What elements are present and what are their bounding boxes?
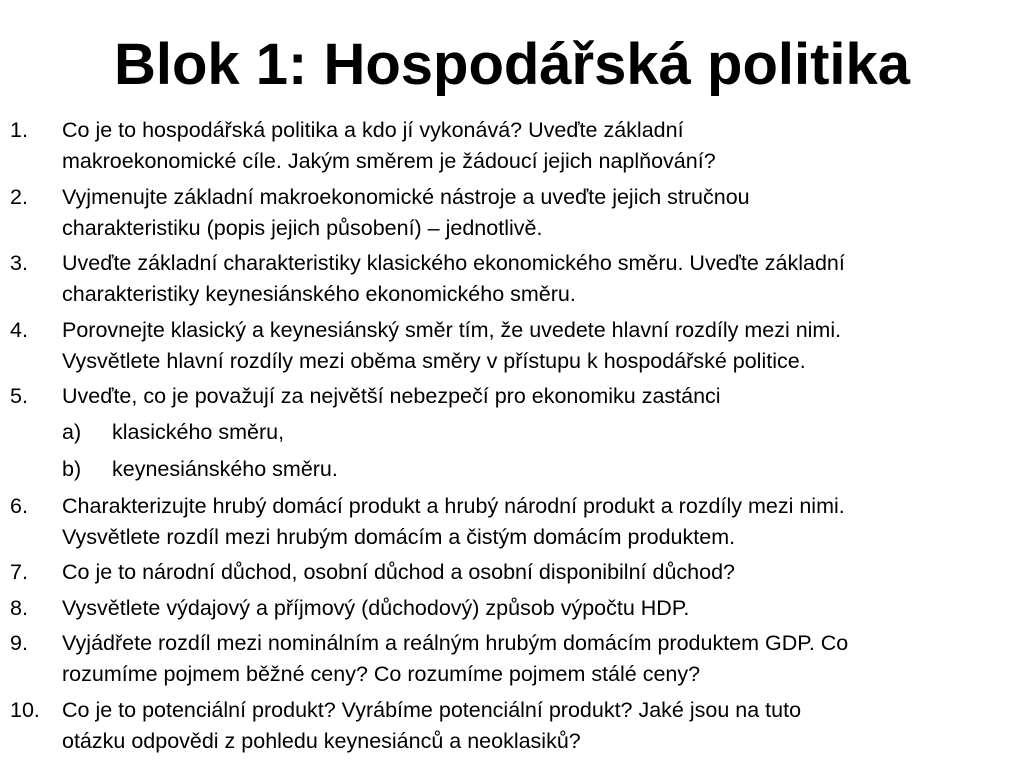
list-item-7 <box>0 557 1024 588</box>
list-item-6 <box>0 491 1024 553</box>
sub-item-letter: b) <box>62 456 82 481</box>
item-text-line: Vyjádřete rozdíl mezi nominálním a reálným hrubým domácím produktem GDP. Co <box>62 631 849 655</box>
item-text-line: rozumíme pojmem běžné ceny? Co rozumíme pojmem stálé ceny? <box>62 662 701 686</box>
item-text-line: Co je to hospodářská politika a kdo jí vykonává? Uveďte základní <box>62 118 684 142</box>
item-text-line: charakteristiku (popis jejich působení) – jednotlivě. <box>62 215 543 240</box>
item-text-line: Vysvětlete výdajový a příjmový (důchodový) způsob výpočtu HDP. <box>62 595 690 620</box>
item-number: 6. <box>10 493 28 518</box>
sub-item-text: klasického směru, <box>112 419 285 444</box>
item-text-line: Vysvětlete hlavní rozdíly mezi oběma směry v přístupu k hospodářské politice. <box>62 348 806 373</box>
item-number: 7. <box>10 560 28 584</box>
list-item-1 <box>0 115 1024 177</box>
item-text-line: Co je to potenciální produkt? Vyrábíme potenciální produkt? Jaké jsou na tuto <box>62 697 802 722</box>
item-text-line: Porovnejte klasický a keynesiánský směr tím, že uvedete hlavní rozdíly mezi nimi. <box>62 317 842 342</box>
list-item-5 <box>0 381 1024 412</box>
sub-item-text: keynesiánského směru. <box>112 456 338 481</box>
list-item-4 <box>0 315 1024 377</box>
item-number: 4. <box>10 317 28 342</box>
sub-item-a <box>0 417 1024 448</box>
item-number: 5. <box>10 384 28 408</box>
sub-item-letter: a) <box>62 419 82 444</box>
list-item-9 <box>0 628 1024 690</box>
list-item-8 <box>0 593 1024 624</box>
list-item-10 <box>0 695 1024 757</box>
item-text-line: Charakterizujte hrubý domácí produkt a hrubý národní produkt a rozdíly mezi nimi. <box>62 493 845 518</box>
item-text-line: Co je to národní důchod, osobní důchod a osobní disponibilní důchod? <box>62 560 735 584</box>
item-number: 10. <box>10 697 40 722</box>
item-text-line: otázku odpovědi z pohledu keynesiánců a neoklasiků? <box>62 728 581 753</box>
item-number: 1. <box>10 118 28 142</box>
item-text-line: Vyjmenujte základní makroekonomické nástroje a uveďte jejich stručnou <box>62 184 750 209</box>
list-item-2 <box>0 182 1024 244</box>
item-text-line: Uveďte, co je považují za největší nebezpečí pro ekonomiku zastánci <box>62 384 721 408</box>
sub-item-b <box>0 454 1024 485</box>
item-text-line: makroekonomické cíle. Jakým směrem je žádoucí jejich naplňování? <box>62 149 716 173</box>
question-list <box>0 115 1024 761</box>
item-text-line: charakteristiky keynesiánského ekonomického směru. <box>62 282 576 306</box>
list-item-3 <box>0 248 1024 310</box>
item-number: 9. <box>10 631 28 655</box>
item-number: 2. <box>10 184 28 209</box>
item-text-line: Uveďte základní charakteristiky klasického ekonomického směru. Uveďte základní <box>62 251 845 275</box>
item-text-line: Vysvětlete rozdíl mezi hrubým domácím a čistým domácím produktem. <box>62 524 736 549</box>
item-number: 3. <box>10 251 28 275</box>
slide-title: Blok 1: Hospodářská politika <box>113 32 911 97</box>
item-number: 8. <box>10 595 28 620</box>
